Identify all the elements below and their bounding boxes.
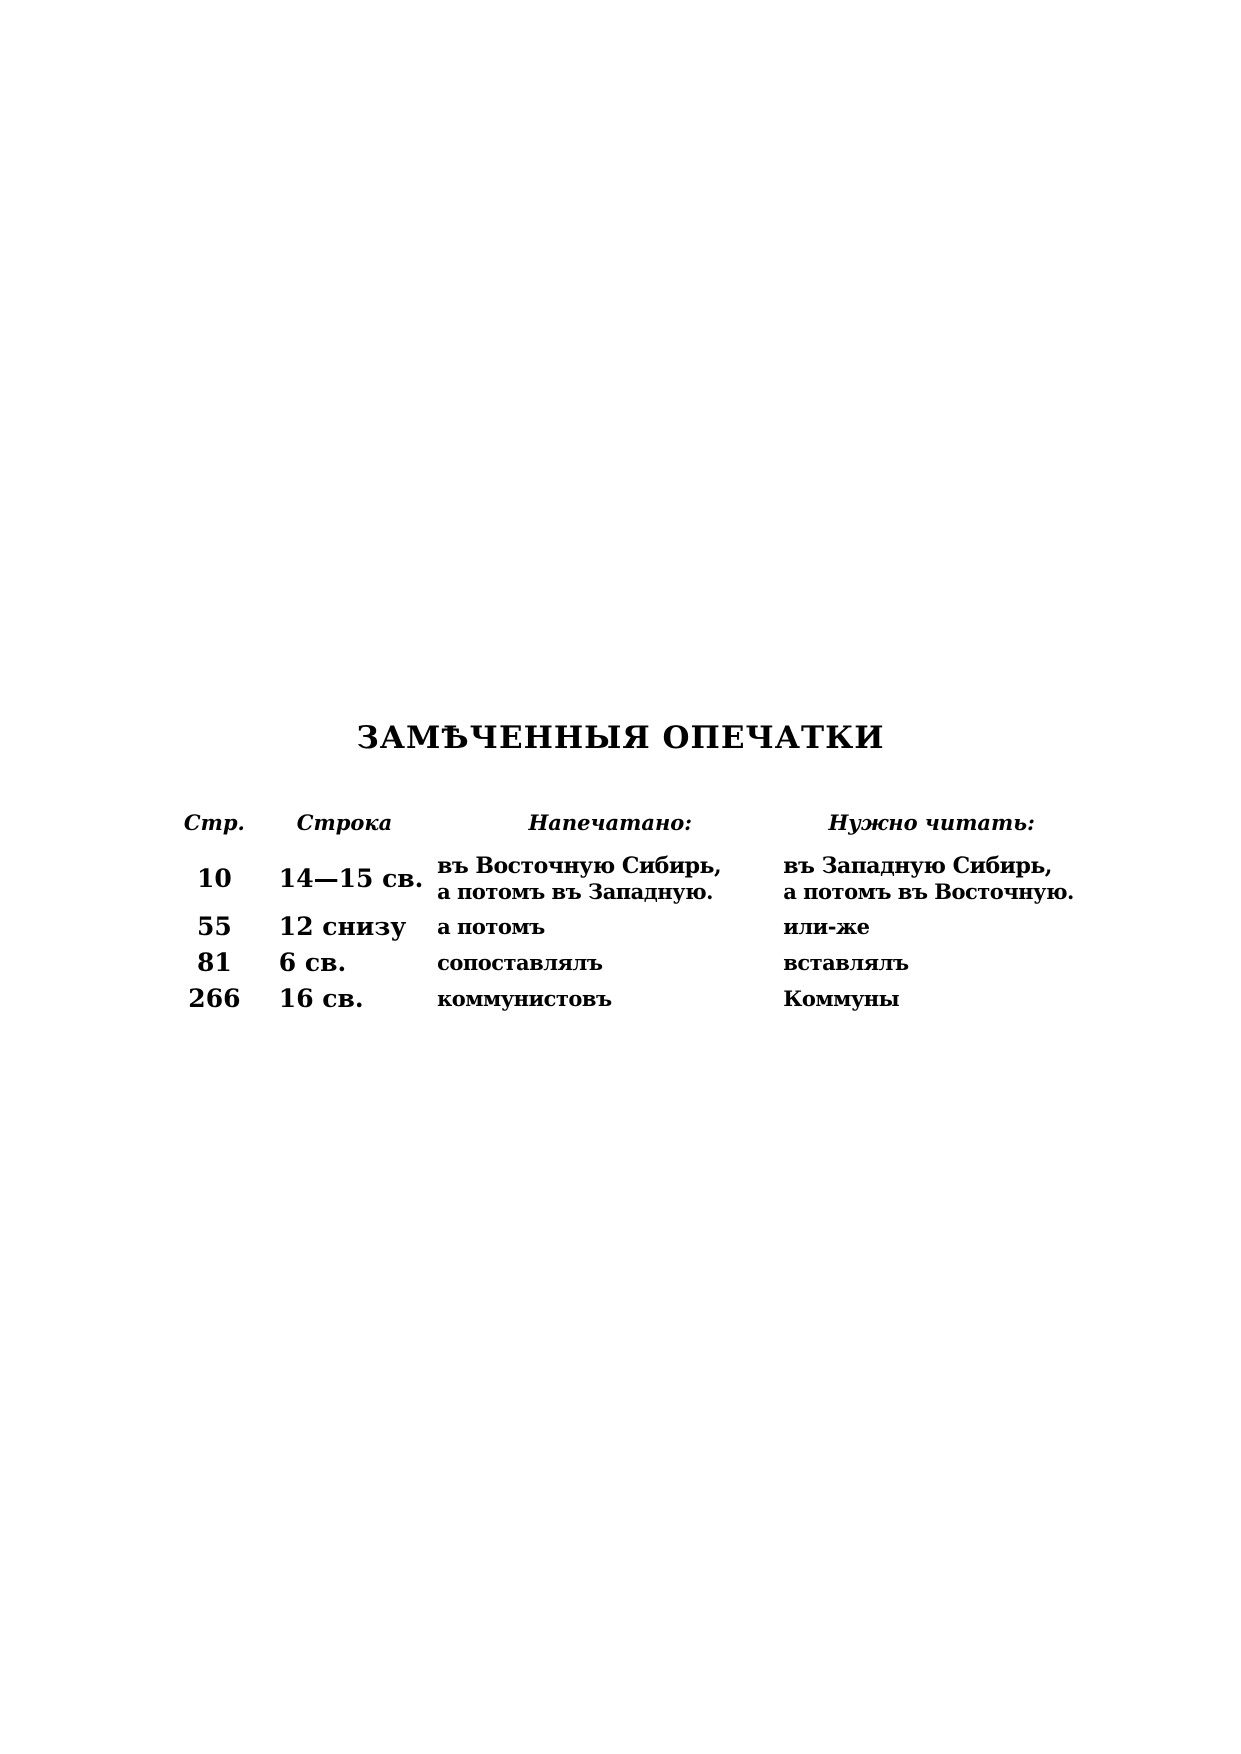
row-line: 6 св. xyxy=(278,948,347,977)
errata-table xyxy=(160,810,1080,1022)
row-correct xyxy=(783,854,1080,904)
row-page: 266 xyxy=(188,984,241,1013)
errata-row xyxy=(160,854,1080,912)
header-correct: Нужно читать: xyxy=(828,810,1035,835)
row-correct: Коммуны xyxy=(783,986,900,1011)
row-printed: коммунистовъ xyxy=(437,986,612,1011)
row-correct-line: въ Западную Сибирь, xyxy=(783,853,1052,879)
header-printed: Напечатано: xyxy=(528,810,693,835)
row-printed: а потомъ xyxy=(437,914,545,939)
row-correct-line: а потомъ въ Восточную. xyxy=(783,879,1074,904)
row-correct: вставлялъ xyxy=(783,950,909,975)
header-page: Стр. xyxy=(183,810,245,835)
errata-row xyxy=(160,986,1080,1022)
row-page: 81 xyxy=(197,948,232,977)
row-line: 14—15 св. xyxy=(278,864,424,893)
header-line: Строка xyxy=(296,810,393,835)
row-printed-line: а потомъ въ Западную. xyxy=(437,879,713,904)
row-printed xyxy=(437,854,783,904)
row-printed-line: въ Восточную Сибирь, xyxy=(437,853,722,879)
row-printed: сопоставлялъ xyxy=(437,950,603,975)
errata-row xyxy=(160,950,1080,986)
errata-header-row xyxy=(160,810,1080,854)
row-page: 55 xyxy=(197,912,232,941)
errata-row xyxy=(160,914,1080,950)
page-title: ЗАМѢЧЕННЫЯ ОПЕЧАТКИ xyxy=(356,720,885,756)
row-page: 10 xyxy=(197,864,232,893)
row-correct: или-же xyxy=(783,914,870,939)
row-line: 12 снизу xyxy=(278,912,407,941)
row-line: 16 св. xyxy=(278,984,364,1013)
